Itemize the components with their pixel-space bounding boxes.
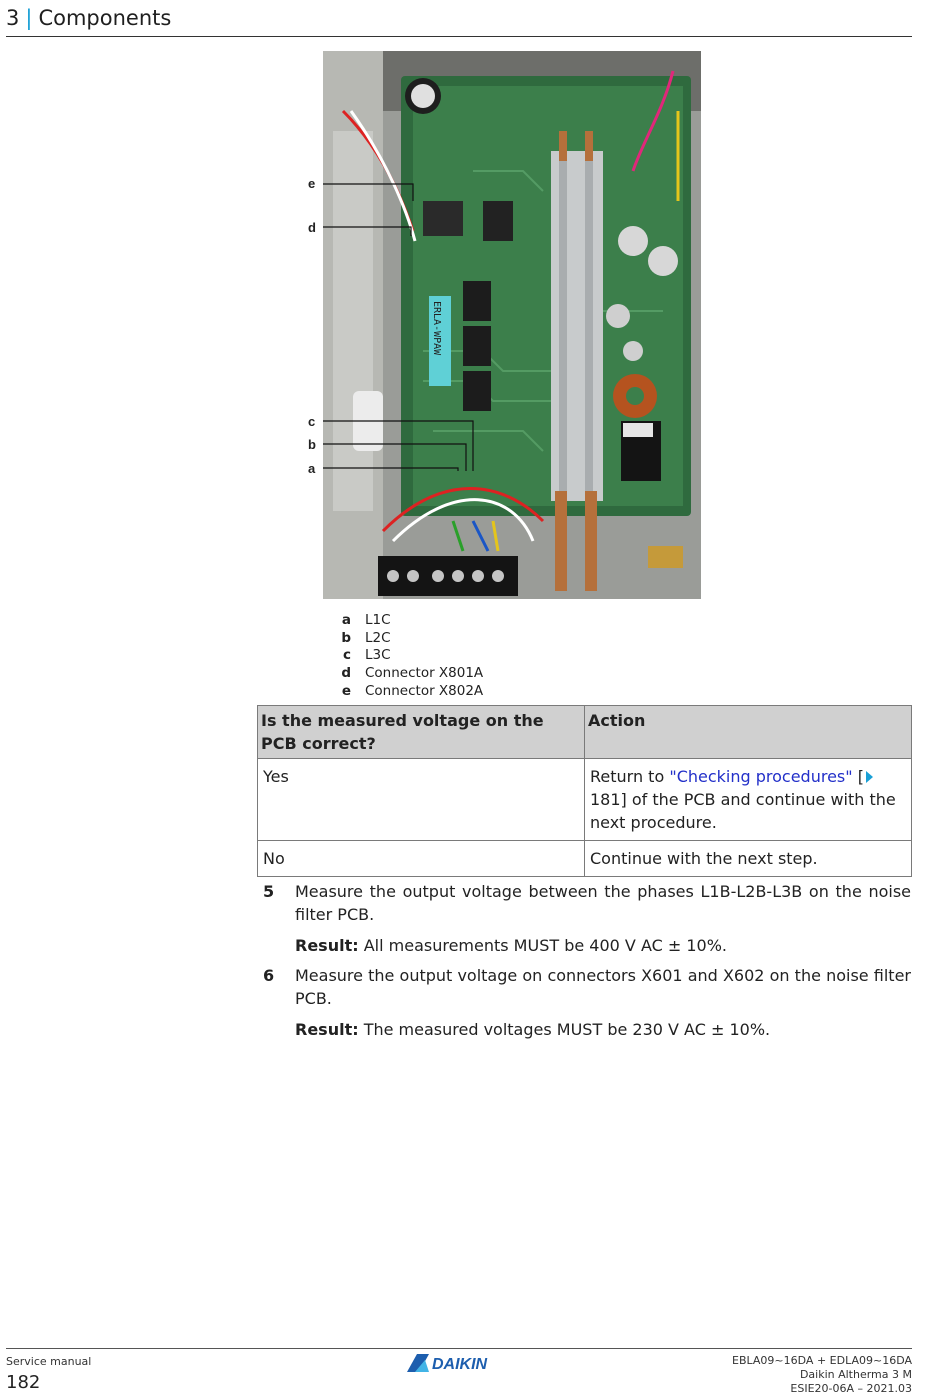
legend-text: Connector X802A xyxy=(365,682,484,699)
table-row xyxy=(258,759,912,841)
table-header-action: Action xyxy=(585,706,912,759)
table-cell-no: No xyxy=(258,841,585,877)
footer-doc-type: Service manual xyxy=(6,1355,92,1368)
checking-procedures-link[interactable]: "Checking procedures" xyxy=(669,767,853,786)
step-result xyxy=(295,934,911,957)
legend-text: L3C xyxy=(365,647,391,664)
logo-wordmark: DAIKIN xyxy=(432,1356,488,1373)
step-text: Measure the output voltage between the phases L1B-L2B-L3B on the noise filter PCB. xyxy=(295,882,911,924)
daikin-logo-mark xyxy=(407,1352,511,1374)
legend-item xyxy=(337,683,483,701)
step-result xyxy=(295,1018,911,1041)
footer-doc-id: ESIE20-06A – 2021.03 xyxy=(790,1382,912,1395)
header-separator: | xyxy=(25,6,33,30)
legend-key: b xyxy=(341,629,351,646)
legend-key: e xyxy=(341,682,351,699)
callout-a: a xyxy=(308,461,316,476)
chapter-header xyxy=(6,6,171,30)
legend-key: c xyxy=(342,647,351,664)
legend-key: a xyxy=(341,612,351,628)
table-row xyxy=(258,841,912,877)
chapter-number: 3 xyxy=(6,6,20,30)
table-cell-action: Continue with the next step. xyxy=(585,841,912,877)
legend-text: Connector X801A xyxy=(365,665,484,682)
page-ref-arrow-icon xyxy=(866,771,873,783)
legend-item xyxy=(337,665,483,683)
callout-e: e xyxy=(308,176,316,191)
legend-key: d xyxy=(341,665,351,682)
footer-right xyxy=(732,1354,912,1396)
page-ref: 181] xyxy=(590,790,627,809)
legend-text: L2C xyxy=(365,629,391,646)
table-cell-action xyxy=(585,759,912,841)
legend-item xyxy=(337,612,483,630)
legend-text: L1C xyxy=(365,612,391,628)
chapter-title: Components xyxy=(38,6,172,30)
footer-rule xyxy=(6,1348,912,1349)
legend-item xyxy=(337,630,483,648)
step-text: Measure the output voltage on connectors X601 and X602 on the noise filter PCB. xyxy=(295,966,911,1008)
result-label: Result: xyxy=(295,936,359,955)
footer-product: Daikin Altherma 3 M xyxy=(799,1368,912,1381)
pcb-photo xyxy=(323,51,701,599)
footer-model: EBLA09~16DA + EDLA09~16DA xyxy=(732,1354,912,1367)
step-number: 5 xyxy=(263,882,275,901)
procedure-step xyxy=(263,964,911,1041)
header-rule xyxy=(6,36,912,37)
result-text: The measured voltages MUST be 230 V AC ± 10%. xyxy=(358,1020,771,1039)
callout-b: b xyxy=(308,437,316,452)
legend-item xyxy=(337,647,483,665)
result-label: Result: xyxy=(295,1020,359,1039)
page-ref-open: [ xyxy=(852,767,864,786)
callout-d: d xyxy=(308,220,316,235)
callout-c: c xyxy=(308,414,316,429)
result-text: All measurements MUST be 400 V AC ± 10%. xyxy=(358,936,728,955)
table-header-row xyxy=(258,706,912,759)
action-suffix: of the PCB and continue with the next procedure. xyxy=(590,790,896,832)
procedure-step xyxy=(263,880,911,957)
step-number: 6 xyxy=(263,966,275,985)
daikin-logo xyxy=(407,1352,511,1378)
table-cell-yes: Yes xyxy=(258,759,585,841)
figure-legend xyxy=(337,612,483,701)
voltage-check-table xyxy=(257,705,912,877)
table-header-question: Is the measured voltage on the PCB correct? xyxy=(258,706,585,759)
page-number: 182 xyxy=(6,1372,41,1393)
action-prefix: Return to xyxy=(590,767,670,786)
sticker-label: ERLA-WPAW xyxy=(431,301,442,356)
